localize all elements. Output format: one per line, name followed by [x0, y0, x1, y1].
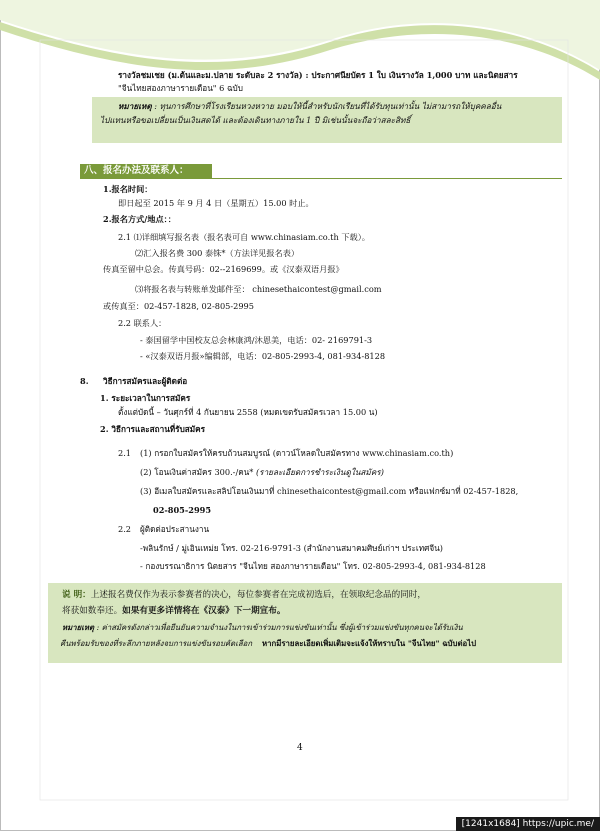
- award-line-2: "จีนไทยสองภาษารายเดือน" 6 ฉบับ: [118, 83, 243, 93]
- s2-title: 2.报名方式/地点：：: [103, 214, 176, 224]
- section-divider: [80, 178, 562, 179]
- s1-title: 1.报名时间：: [103, 184, 153, 194]
- fax-line: 传真至留中总会。传真号码：02--2169699。或《汉泰双语月报》: [103, 264, 344, 274]
- th-note-label: หมายเหตุ: [62, 623, 95, 632]
- thai8-t21-c: (3) อีเมลใบสมัครและสลิปโอนเงินมาที่ chinesethaicontest@gmail.com หรือแฟกซ์มาที่ 02-457-1828,: [140, 486, 519, 496]
- cn-note-line-2: 将获如数奉还。如果有更多详情将在《汉泰》下一期宣布。: [62, 606, 286, 616]
- fax2-line: 或传真至：02-457-1828, 02-805-2995: [103, 301, 254, 311]
- thai8-title: วิธีการสมัครและผู้ติดต่อ: [103, 376, 188, 386]
- thai8-t22-a: -พลินรักษ์ / มู่เอินเหม่ย โทร. 02-216-9791-3 (สำนักงานสมาคมศิษย์เก่าฯ ประเทศจีน): [140, 543, 443, 553]
- thai8-t1: 1. ระยะเวลาในการสมัคร: [100, 393, 191, 403]
- th-note-line-2: คืนพร้อมรับของที่ระลึกภายหลังจบการแข่งขันรอบคัดเลือก หากมีรายละเอียดเพิ่มเติมจะแจ้งให้ทราบใน "จีนไทย" ฉบับต่อไป: [60, 639, 477, 648]
- contact-title: 2.2 联系人：: [118, 318, 167, 328]
- thai8-t1-body: ตั้งแต่บัดนี้ – วันศุกร์ที่ 4 กันยายน 2558 (หมดเขตรับสมัครเวลา 15.00 น): [118, 407, 378, 417]
- contact-2: - «汉泰双语月报»编辑部，电话：02-805-2993-4, 081-934-8128: [140, 351, 386, 361]
- cn-note-line-1: 说 明：上述报名费仅作为表示参赛者的决心，每位参赛者在完成初选后，在领取纪念品的同时，: [62, 590, 426, 600]
- thai8-t22-b: - กองบรรณาธิการ นิตยสาร "จีนไทย สองภาษารายเดือน" โทร. 02-805-2993-4, 081-934-8128: [140, 561, 486, 571]
- thai8-t21-num: 2.1: [118, 448, 132, 458]
- thai8-t21-a: (1) กรอกใบสมัครให้ครบถ้วนสมบูรณ์ (ดาวน์โหลดใบสมัครทาง www.chinasiam.co.th): [140, 448, 454, 458]
- thai8-t2: 2. วิธีการและสถานที่รับสมัคร: [100, 424, 206, 434]
- th-note-line-1: หมายเหตุ : ค่าสมัครดังกล่าวเพื่อยืนยันความจำนงในการเข้าร่วมการแข่งขันเท่านั้น ซึ่งผู้เข้าร่วมแข่งขันทุกคนจะได้รับเงิน: [62, 623, 463, 632]
- note-line-2: ไปแทนหรือขอเปลี่ยนเป็นเงินสดได้ และต้องเดินทางภายใน 1 ปี มิเช่นนั้นจะถือว่าสละสิทธิ์: [100, 115, 411, 125]
- thai8-t22-title: ผู้ติดต่อประสานงาน: [140, 524, 210, 534]
- cn-note-label: 说 明：: [62, 590, 91, 600]
- note-label: หมายเหตุ: [118, 101, 152, 111]
- s2-item-2: ⑵汇入报名费 300 泰铢*（方法详见报名表）: [135, 248, 300, 258]
- thai8-t21-c2: 02-805-2995: [153, 505, 212, 515]
- section-heading: 八、报名办法及联系人：: [80, 164, 212, 178]
- image-info-bar: [1241x1684] https://upic.me/: [456, 817, 600, 831]
- award-line-1: รางวัลชมเชย (ม.ต้นและม.ปลาย ระดับละ 2 รางวัล) : ประกาศนียบัตร 1 ใบ เงินรางวัล 1,000 บาท และนิตยสาร: [118, 70, 518, 80]
- thai8-t22-num: 2.2: [118, 524, 132, 534]
- thai8-num: 8.: [80, 376, 89, 386]
- s1-body: 即日起至 2015 年 9 月 4 日（星期五）15.00 时止。: [118, 198, 314, 208]
- s2-item-3: ⑶将报名表与转账单发邮件至： chinesethaicontest@gmail.com: [135, 284, 382, 294]
- note-line-1: หมายเหตุ : ทุนการศึกษาที่โรงเรียนหวงหวาย มอบให้นี้สำหรับนักเรียนที่ได้รับทุนเท่านั้น ไม่สามารถให้บุคคลอื่น: [118, 101, 502, 111]
- s2-item-1: 2.1 ⑴详细填写报名表（报名表可自 www.chinasiam.co.th 下载）。: [118, 232, 370, 242]
- contact-1: - 泰国留学中国校友总会林康鸿/沐恩美，电话：02- 2169791-3: [140, 335, 373, 345]
- page-number: 4: [297, 743, 303, 753]
- thai8-t21-b: (2) โอนเงินค่าสมัคร 300.-/คน* (รายละเอียดการชำระเงินดูในสมัคร): [140, 467, 384, 477]
